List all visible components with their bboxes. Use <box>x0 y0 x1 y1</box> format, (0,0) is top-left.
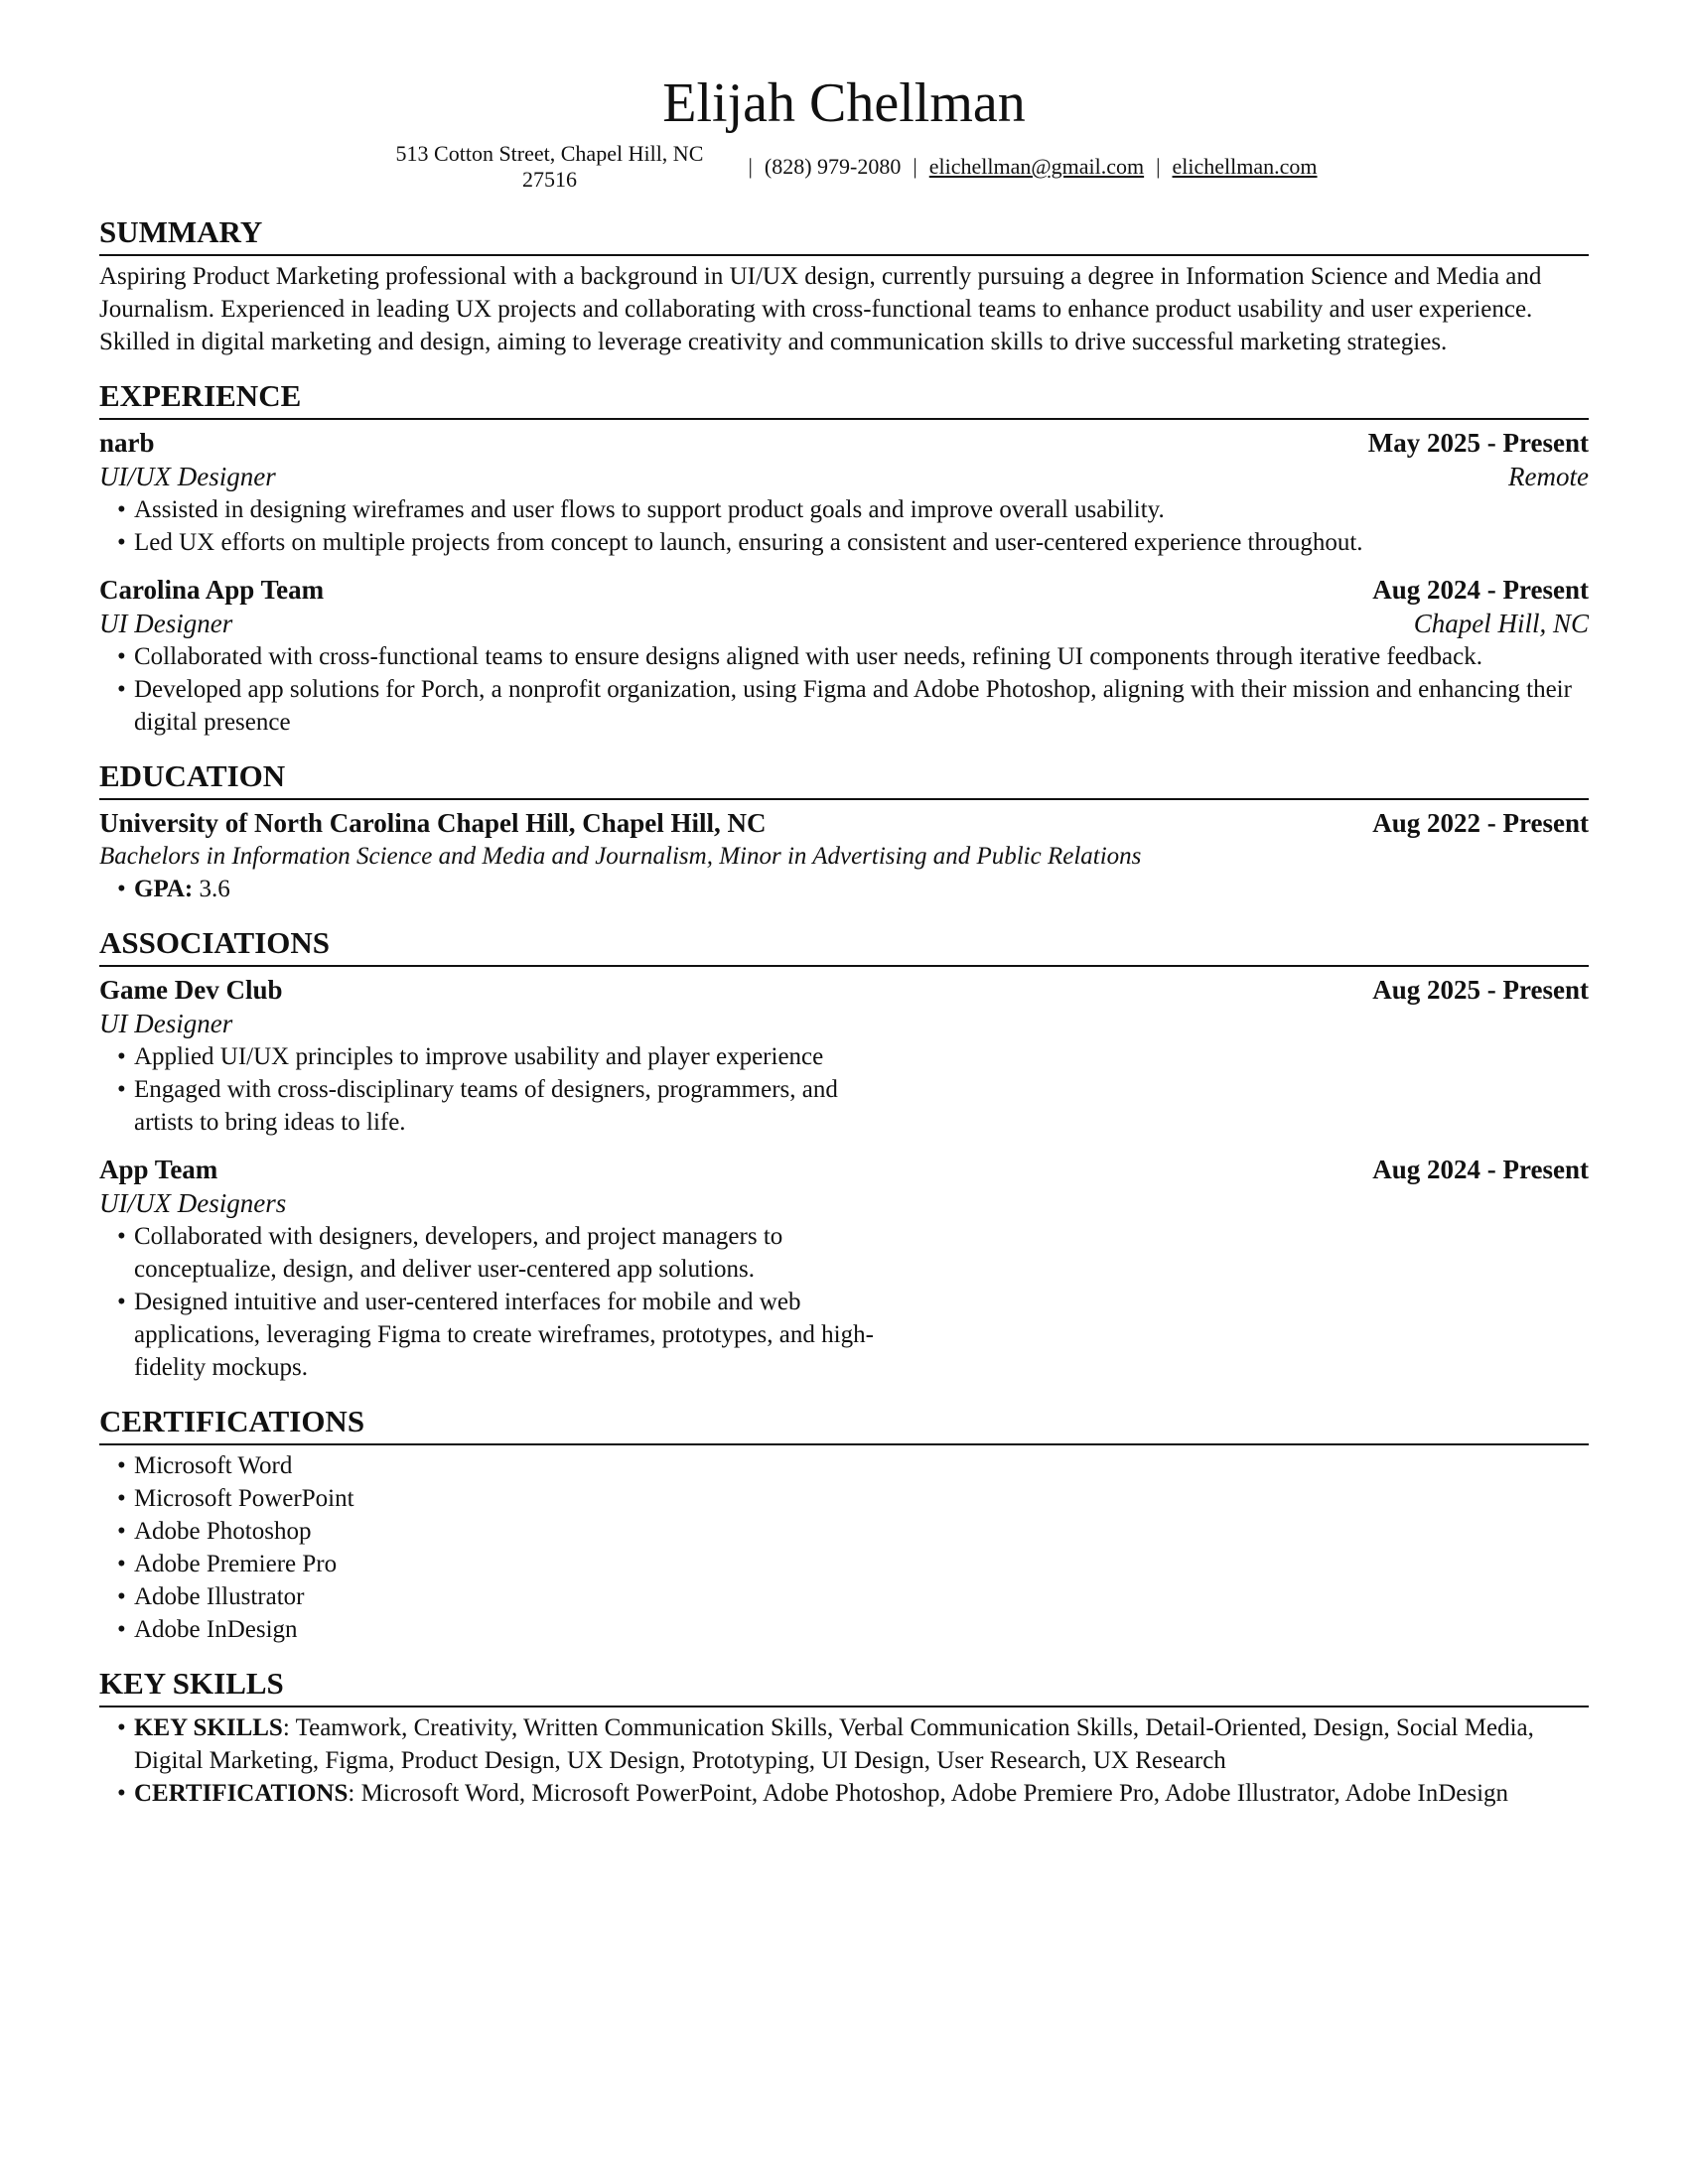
education-section <box>99 758 1589 905</box>
location: Remote <box>1508 462 1589 491</box>
role: UI Designer <box>99 1009 233 1038</box>
skills-label: KEY SKILLS <box>134 1714 283 1741</box>
certification-item: • Microsoft Word <box>117 1449 1589 1482</box>
separator: | <box>1156 154 1161 179</box>
gpa-label: GPA: <box>134 876 194 902</box>
association-entry <box>99 973 1589 1139</box>
school-name: University of North Carolina Chapel Hill, Chapel Hill, NC <box>99 808 767 838</box>
phone: (828) 979-2080 <box>764 154 902 179</box>
job-title: UI Designer <box>99 609 233 638</box>
association-entry <box>99 1153 1589 1384</box>
address: 513 Cotton Street, Chapel Hill, NC 27516 <box>395 141 704 192</box>
organization: Carolina App Team <box>99 575 325 605</box>
bullet-item: • Developed app solutions for Porch, a nonprofit organization, using Figma and Adobe Photoshop, aligning with their mission and enhancing their digital presence <box>117 673 1589 739</box>
date-range: Aug 2025 - Present <box>1372 975 1589 1005</box>
degree: Bachelors in Information Science and Media and Journalism, Minor in Advertising and Public Relations <box>99 843 1142 870</box>
organization: narb <box>99 428 155 458</box>
cert-summary-text: : Microsoft Word, Microsoft PowerPoint, Adobe Photoshop, Adobe Premiere Pro, Adobe Illustrator, Adobe InDesign <box>348 1780 1509 1807</box>
resume-page <box>99 69 1589 1810</box>
certification-item: • Microsoft PowerPoint <box>117 1482 1589 1515</box>
bullet-item: • Applied UI/UX principles to improve usability and player experience <box>117 1040 889 1073</box>
bullet-item: • Designed intuitive and user-centered interfaces for mobile and web applications, leveraging Figma to create wireframes, prototypes, and high-fidelity mockups. <box>117 1286 889 1384</box>
email-link[interactable]: elichellman@gmail.com <box>928 154 1145 179</box>
bullet-item: • Led UX efforts on multiple projects from concept to launch, ensuring a consistent and user-centered experience throughout. <box>117 526 1589 559</box>
certification-item: • Adobe InDesign <box>117 1613 1589 1646</box>
section-title-key-skills: KEY SKILLS <box>99 1666 1589 1707</box>
skills-text: : Teamwork, Creativity, Written Communication Skills, Verbal Communication Skills, Detail-Oriented, Design, Social Media, Digital Marketing, Figma, Product Design, UX Design, Prototyping, UI Design, User Research, UX Research <box>134 1714 1534 1774</box>
separator: | <box>913 154 917 179</box>
certification-item: • Adobe Photoshop <box>117 1515 1589 1548</box>
experience-entry <box>99 573 1589 739</box>
section-title-certifications: CERTIFICATIONS <box>99 1404 1589 1445</box>
role: UI/UX Designers <box>99 1188 287 1218</box>
date-range: Aug 2024 - Present <box>1372 575 1589 605</box>
section-title-summary: SUMMARY <box>99 214 1589 256</box>
section-title-experience: EXPERIENCE <box>99 378 1589 420</box>
section-title-education: EDUCATION <box>99 758 1589 800</box>
certification-item: • Adobe Premiere Pro <box>117 1548 1589 1580</box>
candidate-name: Elijah Chellman <box>662 72 1026 134</box>
location: Chapel Hill, NC <box>1413 609 1589 638</box>
organization: App Team <box>99 1155 218 1184</box>
gpa-item <box>117 873 1589 905</box>
bullet-item: • Engaged with cross-disciplinary teams of designers, programmers, and artists to bring ideas to life. <box>117 1073 889 1139</box>
associations-section <box>99 925 1589 1384</box>
certifications-section <box>99 1404 1589 1646</box>
section-title-associations: ASSOCIATIONS <box>99 925 1589 967</box>
contact-line <box>99 141 1589 193</box>
website-link[interactable]: elichellman.com <box>1172 154 1318 179</box>
date-range: May 2025 - Present <box>1367 428 1589 458</box>
certification-item: • Adobe Illustrator <box>117 1580 1589 1613</box>
separator: | <box>748 154 753 179</box>
experience-entry <box>99 426 1589 559</box>
cert-summary-item <box>117 1777 1589 1810</box>
bullet-item: • Collaborated with designers, developers, and project managers to conceptualize, design, and deliver user-centered app solutions. <box>117 1220 889 1286</box>
gpa-value: 3.6 <box>199 876 230 902</box>
date-range: Aug 2024 - Present <box>1372 1155 1589 1184</box>
summary-section <box>99 214 1589 358</box>
job-title: UI/UX Designer <box>99 462 276 491</box>
bullet-item: • Collaborated with cross-functional teams to ensure designs aligned with user needs, refining UI components through iterative feedback. <box>117 640 1589 673</box>
bullet-item: • Assisted in designing wireframes and user flows to support product goals and improve overall usability. <box>117 493 1589 526</box>
cert-summary-label: CERTIFICATIONS <box>134 1780 349 1807</box>
education-entry <box>99 806 1589 905</box>
key-skills-section <box>99 1666 1589 1810</box>
summary-text: Aspiring Product Marketing professional with a background in UI/UX design, currently pursuing a degree in Information Science and Media and Journalism. Experienced in leading UX projects and collaborating with cross-functional teams to enhance product usability and user experience. Skilled in digital marketing and design, aiming to leverage creativity and communication skills to drive successful marketing strategies. <box>99 263 1542 355</box>
date-range: Aug 2022 - Present <box>1372 808 1589 838</box>
skills-item <box>117 1711 1589 1777</box>
organization: Game Dev Club <box>99 975 283 1005</box>
experience-section <box>99 378 1589 739</box>
